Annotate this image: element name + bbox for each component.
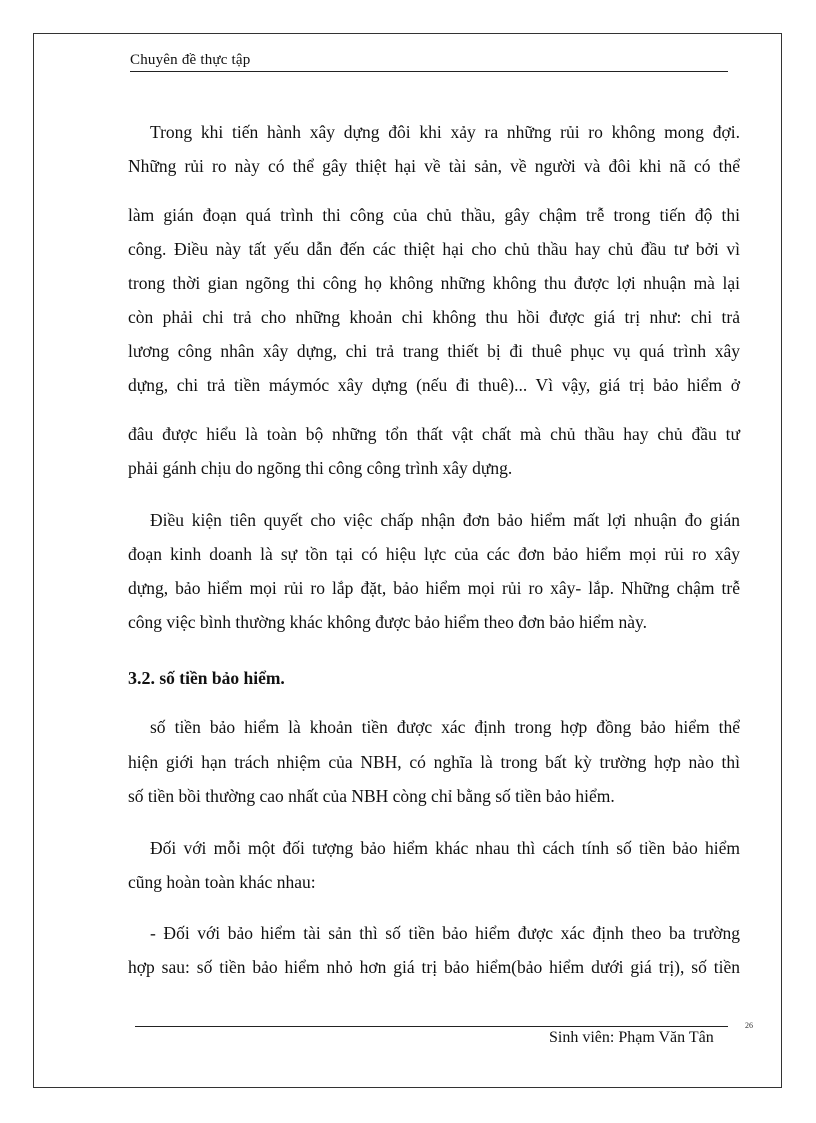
- paragraph-line: dựng, chi trả tiền máymóc xây dựng (nếu đi thuê)... Vì vậy, giá trị bảo hiểm ở: [128, 375, 740, 395]
- paragraph-line: phải gánh chịu do ngõng thi công công trình xây dựng.: [128, 458, 513, 478]
- paragraph-line: số tiền bồi thường cao nhất của NBH còng chỉ bằng số tiền bảo hiểm.: [128, 786, 615, 806]
- paragraph-line: công. Điều này tất yếu dẫn đến các thiệt hại cho chủ thầu hay chủ đầu tư bởi vì: [128, 239, 740, 259]
- footer-rule: [135, 1026, 728, 1027]
- paragraph-line: Trong khi tiến hành xây dựng đôi khi xảy ra những rủi ro không mong đợi.: [150, 122, 740, 142]
- section-number: 3.2.: [128, 668, 155, 688]
- page-number: 26: [745, 1021, 753, 1030]
- paragraph-line: cũng hoàn toàn khác nhau:: [128, 872, 316, 892]
- footer-student-name: Sinh viên: Phạm Văn Tân: [549, 1029, 714, 1046]
- paragraph-line: dựng, bảo hiểm mọi rủi ro lắp đặt, bảo hiểm mọi rủi ro xây- lắp. Những chậm trễ: [128, 578, 740, 598]
- paragraph-line: Điều kiện tiên quyết cho việc chấp nhận đơn bảo hiểm mất lợi nhuận đo gián: [150, 510, 740, 530]
- paragraph-line: hợp sau: số tiền bảo hiểm nhỏ hơn giá trị bảo hiểm(bảo hiểm dưới giá trị), số tiền: [128, 957, 740, 977]
- paragraph-line: công việc bình thường khác không được bảo hiểm theo đơn bảo hiểm này.: [128, 612, 647, 632]
- paragraph-line: - Đối với bảo hiểm tài sản thì số tiền bảo hiểm được xác định theo ba trường: [150, 923, 740, 943]
- paragraph-line: Những rủi ro này có thể gây thiệt hại về tài sản, về người và đôi khi nã có thể: [128, 156, 740, 176]
- paragraph-line: đoạn kinh doanh là sự tồn tại có hiệu lực của các đơn bảo hiểm mọi rủi ro xây: [128, 544, 740, 564]
- paragraph-line: làm gián đoạn quá trình thi công của chủ thầu, gây chậm trễ trong tiến độ thi: [128, 205, 740, 225]
- section-title: số tiền bảo hiểm.: [159, 668, 285, 688]
- paragraph-line: Đối với mỗi một đối tượng bảo hiểm khác nhau thì cách tính số tiền bảo hiểm: [150, 838, 740, 858]
- paragraph-line: còn phải chi trả cho những khoản chi không thu hồi được giá trị như: chi trả: [128, 307, 740, 327]
- page-header-title: Chuyên đề thực tập: [130, 52, 251, 68]
- paragraph-line: đâu được hiểu là toàn bộ những tổn thất vật chất mà chủ thầu hay chủ đầu tư: [128, 424, 740, 444]
- paragraph-line: hiện giới hạn trách nhiệm của NBH, có nghĩa là trong bất kỳ trường hợp nào thì: [128, 752, 740, 772]
- paragraph-line: lương công nhân xây dựng, chi trả trang thiết bị đi thuê phục vụ quá trình xây: [128, 341, 740, 361]
- paragraph-line: trong thời gian ngõng thi công họ không những không thu được lợi nhuận mà lại: [128, 273, 740, 293]
- section-heading: [128, 668, 285, 689]
- paragraph-line: số tiền bảo hiểm là khoản tiền được xác định trong hợp đồng bảo hiểm thể: [150, 717, 740, 737]
- header-rule: [130, 71, 728, 72]
